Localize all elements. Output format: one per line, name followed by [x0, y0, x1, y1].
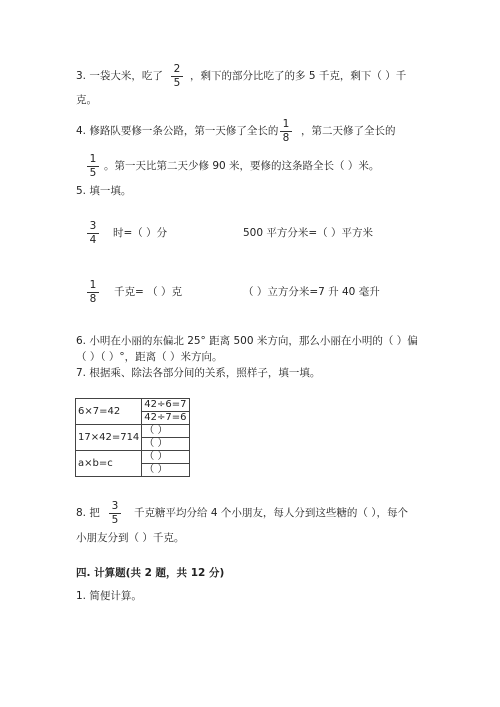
- q5-title: 5. 填一填。: [76, 185, 132, 197]
- table-cell-blank[interactable]: （ ）: [142, 464, 189, 477]
- q4-fraction-1-denominator: 8: [282, 132, 290, 144]
- q3-text-part1: 3. 一袋大米，吃了: [76, 70, 163, 82]
- section4-q1: 1. 简便计算。: [76, 590, 142, 602]
- q4-text-line2: 。第一天比第二天少修 90 米，要修的这条路全长（ ）米。: [104, 160, 380, 172]
- relation-table: [75, 398, 190, 477]
- q8-fraction-numerator: 3: [111, 500, 119, 512]
- q3-text-line2: 克。: [76, 94, 97, 106]
- q4-text-part1: 4. 修路队要修一条公路，第一天修了全长的: [76, 125, 279, 137]
- q8-text-part2: 千克糖平均分给 4 个小朋友，每人分到这些糖的（ ），每个: [134, 507, 408, 519]
- q4-text-part2: ，第二天修了全长的: [301, 125, 396, 137]
- q5-fraction-a-numerator: 3: [89, 220, 97, 232]
- q5-item-a: 时=（ ）分: [113, 227, 168, 239]
- q5-item-b: 500 平方分米=（ ）平方米: [243, 227, 374, 239]
- q5-fraction-c: [86, 280, 100, 305]
- q4-fraction-2: [86, 154, 100, 179]
- q4-fraction-2-numerator: 1: [89, 153, 97, 165]
- q6-text-line1: 6. 小明在小丽的东偏北 25° 距离 500 米方向，那么小丽在小明的（ ）偏: [76, 335, 418, 347]
- table-cell: 6×7=42: [76, 399, 142, 425]
- q8-text-part1: 8. 把: [76, 507, 100, 519]
- q5-fraction-c-denominator: 8: [89, 293, 97, 305]
- table-row: [76, 425, 190, 438]
- q5-fraction-a: [86, 221, 100, 246]
- q7-title: 7. 根据乘、除法各部分间的关系，照样子，填一填。: [76, 367, 321, 379]
- table-row: [76, 451, 190, 464]
- table-cell: 42÷7=6: [142, 412, 189, 425]
- q8-fraction: [108, 501, 122, 526]
- q3-fraction-denominator: 5: [173, 77, 181, 89]
- section-title: 四. 计算题(共 2 题，共 12 分): [76, 567, 225, 579]
- q8-text-line2: 小朋友分到（ ）千克。: [76, 532, 185, 544]
- table-cell: 17×42=714: [76, 425, 142, 451]
- table-cell-blank[interactable]: （ ）: [142, 438, 189, 451]
- q5-fraction-a-denominator: 4: [89, 234, 97, 246]
- q3-fraction: [170, 64, 184, 89]
- q3-fraction-numerator: 2: [173, 63, 181, 75]
- q4-fraction-1-numerator: 1: [282, 118, 290, 130]
- table-cell-blank[interactable]: （ ）: [142, 451, 189, 464]
- q3-text-part2: ，剩下的部分比吃了的多 5 千克，剩下（ ）千: [190, 70, 407, 82]
- q4-fraction-1: [279, 119, 293, 144]
- table-cell: 42÷6=7: [142, 399, 189, 412]
- q5-item-d: （ ）立方分米=7 升 40 毫升: [243, 286, 380, 298]
- q4-fraction-2-denominator: 5: [89, 167, 97, 179]
- q5-fraction-c-numerator: 1: [89, 279, 97, 291]
- table-cell-blank[interactable]: （ ）: [142, 425, 189, 438]
- table-cell: a×b=c: [76, 451, 142, 477]
- table-row: [76, 399, 190, 412]
- q5-item-c: 千克= （ ）克: [114, 286, 182, 298]
- q8-fraction-denominator: 5: [111, 514, 119, 526]
- q6-text-line2: （ ）（ ）°，距离（ ）米方向。: [76, 351, 223, 363]
